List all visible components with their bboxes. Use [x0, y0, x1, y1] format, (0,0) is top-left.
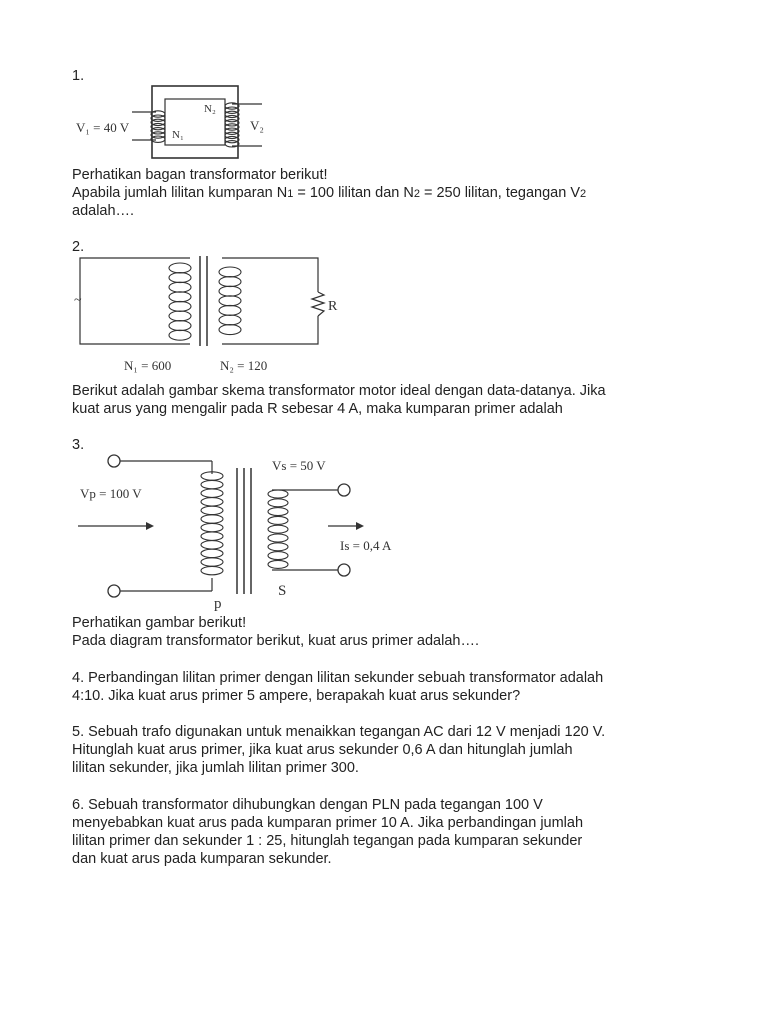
question-4-line-2: 4:10. Jika kuat arus primer 5 ampere, berapakah kuat arus sekunder?	[72, 688, 521, 704]
coil-loop	[219, 305, 241, 315]
question-1-line-1: Perhatikan bagan transformator berikut!	[72, 167, 328, 183]
coil-loop	[268, 543, 288, 551]
question-5-line-2: Hitunglah kuat arus primer, jika kuat arus sekunder 0,6 A dan hitunglah jumlah	[72, 742, 573, 758]
coil-loop	[201, 506, 223, 514]
coil-loop	[169, 273, 191, 283]
question-2-line-1: Berikut adalah gambar skema transformator motor ideal dengan data-datanya. Jika	[72, 383, 606, 399]
is-label: Is = 0,4 A	[340, 538, 392, 553]
coil-loop	[268, 516, 288, 524]
coil-loop	[268, 490, 288, 498]
transformer-diagram-2	[72, 252, 372, 377]
primary-label: p	[214, 596, 222, 612]
coil-loop	[169, 311, 191, 321]
coil-loop	[201, 489, 223, 497]
coil-loop	[201, 515, 223, 523]
coil-loop	[201, 498, 223, 506]
secondary-label: S	[278, 583, 287, 599]
question-6-line-2: menyebabkan kuat arus pada kumparan primer 10 A. Jika perbandingan jumlah	[72, 815, 584, 831]
question-6-line-1: 6. Sebuah transformator dihubungkan dengan PLN pada tegangan 100 V	[72, 797, 543, 813]
coil-loop	[169, 263, 191, 273]
question-5-line-3: lilitan sekunder, jika jumlah lilitan primer 300.	[72, 760, 359, 776]
coil-loop	[169, 330, 191, 340]
vs-label: Vs = 50 V	[272, 458, 326, 473]
question-3-line-1: Perhatikan gambar berikut!	[72, 615, 247, 631]
question-6-line-3: lilitan primer dan sekunder 1 : 25, hitunglah tegangan pada kumparan sekunder	[72, 833, 583, 849]
ac-source-symbol: ~	[74, 293, 82, 308]
question-2-number: 2.	[72, 239, 85, 255]
n2-label: N₂ = 120	[220, 358, 268, 373]
vp-label: Vp = 100 V	[80, 486, 142, 501]
question-4-line-1: 4. Perbandingan lilitan primer dengan lilitan sekunder sebuah transformator adalah	[72, 670, 604, 686]
coil-loop	[219, 267, 241, 277]
coil-loop	[151, 136, 165, 142]
coil-loop	[268, 508, 288, 516]
question-6-line-4: dan kuat arus pada kumparan sekunder.	[72, 851, 332, 867]
coil-loop	[201, 541, 223, 549]
coil-loop	[201, 480, 223, 488]
coil-loop	[201, 523, 223, 531]
coil-loop	[219, 296, 241, 306]
coil-loop	[268, 560, 288, 568]
coil-loop	[268, 525, 288, 533]
question-1-line-2: Apabila jumlah lilitan kumparan N1 = 100 lilitan dan N2 = 250 lilitan, tegangan V2	[72, 185, 587, 201]
coil-loop	[219, 325, 241, 335]
v2-label: V₂	[250, 118, 264, 133]
coil-loop	[219, 277, 241, 287]
coil-loop	[169, 292, 191, 302]
coil-loop	[169, 321, 191, 331]
transformer-diagram-1	[72, 80, 272, 164]
coil-loop	[201, 549, 223, 557]
question-3-line-2: Pada diagram transformator berikut, kuat arus primer adalah….	[72, 633, 479, 649]
question-1-line-3: adalah….	[72, 203, 135, 219]
question-5-line-1: 5. Sebuah trafo digunakan untuk menaikkan tegangan AC dari 12 V menjadi 120 V.	[72, 724, 606, 740]
question-3-number: 3.	[72, 437, 85, 453]
n1-label: N₁ = 600	[124, 358, 172, 373]
n1-label: N₁	[172, 129, 184, 141]
r-label: R	[328, 299, 338, 314]
coil-loop	[201, 532, 223, 540]
coil-loop	[219, 286, 241, 296]
question-2-line-2: kuat arus yang mengalir pada R sebesar 4 A, maka kumparan primer adalah	[72, 401, 563, 417]
coil-loop	[268, 499, 288, 507]
coil-loop	[268, 552, 288, 560]
n2-label: N₂	[204, 103, 216, 115]
coil-loop	[201, 558, 223, 566]
transformer-diagram-3	[72, 448, 432, 613]
coil-loop	[169, 301, 191, 311]
coil-loop	[219, 315, 241, 325]
coil-loop	[169, 282, 191, 292]
v1-label: V₁ = 40 V	[76, 120, 130, 135]
coil-loop	[201, 566, 223, 574]
question-1-number: 1.	[72, 68, 85, 84]
coil-loop	[268, 534, 288, 542]
